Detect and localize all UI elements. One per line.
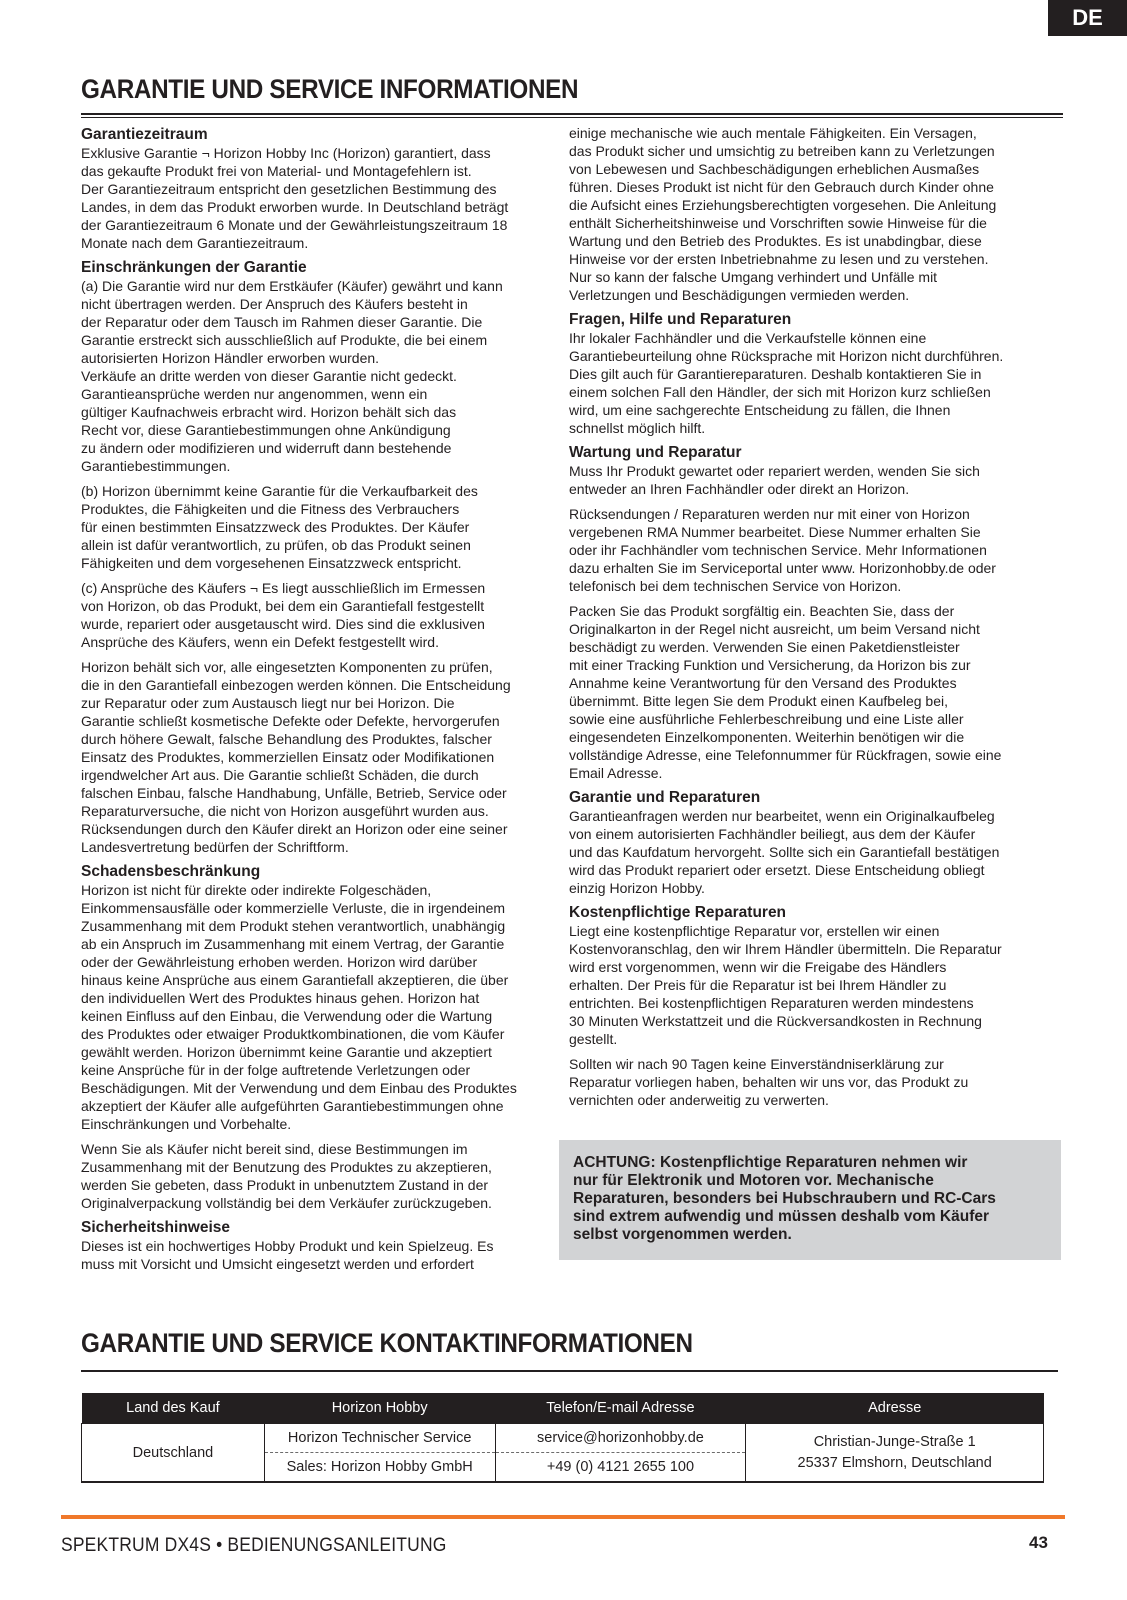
text-line: sowie eine ausführliche Fehlerbeschreibung und eine Liste aller bbox=[569, 711, 964, 727]
text-line: Reparaturversuche, die nicht von Horizon ausgeführt wurden aus. bbox=[81, 803, 489, 819]
text-line: Nur so kann der falsche Umgang verhindert und Unfälle mit bbox=[569, 269, 938, 285]
text-line: oder ihr Fachhändler vom technischen Service. Mehr Informationen bbox=[569, 542, 987, 558]
text-line: akzeptiert der Käufer alle aufgeführten Garantiebestimmungen ohne bbox=[81, 1098, 504, 1114]
text-line: wird das Produkt repariert oder ersetzt. Diese Entscheidung obliegt bbox=[569, 862, 985, 878]
table-row bbox=[82, 1424, 1044, 1453]
text-line: wurde, repariert oder ausgetauscht wird. Dies sind die exklusiven bbox=[81, 616, 485, 632]
cell-horizon-sales: Sales: Horizon Hobby GmbH bbox=[264, 1453, 495, 1483]
list-item-a bbox=[81, 277, 546, 475]
list-item-b bbox=[81, 482, 546, 572]
page-number: 43 bbox=[1029, 1533, 1048, 1552]
text-line: ab ein Anspruch im Zusammenhang mit einem Vertrag, der Garantie bbox=[81, 936, 505, 952]
text-line: übernimmt. Bitte legen Sie dem Produkt einen Kaufbeleg bei, bbox=[569, 693, 949, 709]
text-line: der Garantiezeitraum 6 Monate und der Gewährleistungszeitraum 18 bbox=[81, 217, 508, 233]
text-line: Landesvertretung bedürfen der Schriftform. bbox=[81, 839, 349, 855]
text-line: nicht übertragen werden. Der Anspruch des Käufers besteht in bbox=[81, 296, 468, 312]
heading-garantie-reparaturen: Garantie und Reparaturen bbox=[569, 789, 761, 806]
text-line: Verletzungen und Beschädigungen vermieden werden. bbox=[569, 287, 910, 303]
text-line: das gekaufte Produkt frei von Material- und Montagefehlern ist. bbox=[81, 163, 472, 179]
text-line: Ihr lokaler Fachhändler und die Verkaufstelle können eine bbox=[569, 330, 927, 346]
list-item-c bbox=[81, 579, 546, 651]
text-line: vollständige Adresse, eine Telefonnummer für Rückfragen, sowie eine bbox=[569, 747, 1002, 763]
text-line: einzig Horizon Hobby. bbox=[569, 880, 705, 896]
text-line: Einkommensausfälle oder kommerzielle Verluste, die in irgendeinem bbox=[81, 900, 506, 916]
text-line: Garantie erstreckt sich ausschließlich auf Produkte, die bei einem bbox=[81, 332, 488, 348]
text-line: vergebenen RMA Nummer bearbeitet. Diese Nummer erhalten Sie bbox=[569, 524, 981, 540]
contact-title-rule bbox=[81, 1370, 1058, 1372]
text-line: Produktes, die Fähigkeiten und die Fitness des Verbrauchers bbox=[81, 501, 460, 517]
text-line: Monate nach dem Garantiezeitraum. bbox=[81, 235, 309, 251]
cell-country: Deutschland bbox=[82, 1424, 265, 1483]
text-line: Verkäufe an dritte werden von dieser Garantie nicht gedeckt. bbox=[81, 368, 457, 384]
text-line: Garantie schließt kosmetische Defekte oder Defekte, hervorgerufen bbox=[81, 713, 500, 729]
text-line: mit einer Tracking Funktion und Versicherung, da Horizon bis zur bbox=[569, 657, 971, 673]
text-line: von Lebewesen und Sachbeschädigungen erheblichen Ausmaßes bbox=[569, 161, 980, 177]
para-sicherheit-cont bbox=[569, 124, 1063, 304]
text-line: allein ist dafür verantwortlich, zu prüfen, ob das Produkt seinen bbox=[81, 537, 471, 553]
heading-fragen: Fragen, Hilfe und Reparaturen bbox=[569, 311, 792, 328]
para-sicherheit bbox=[81, 1237, 546, 1273]
text-line: Dieses ist ein hochwertiges Hobby Produkt und kein Spielzeug. Es bbox=[81, 1238, 494, 1254]
text-line: 30 Minuten Werkstattzeit und die Rückversandkosten in Rechnung bbox=[569, 1013, 982, 1029]
text-line: Dies gilt auch für Garantiereparaturen. Deshalb kontaktieren Sie in bbox=[569, 366, 982, 382]
contact-table-header bbox=[82, 1393, 1044, 1424]
text-line: erhalten. Der Preis für die Reparatur ist bei Ihrem Händler zu bbox=[569, 977, 947, 993]
para-horizon-pruefung bbox=[81, 658, 546, 856]
text-line: das Produkt sicher und umsichtig zu betreiben kann zu Verletzungen bbox=[569, 143, 995, 159]
text-line: telefonisch bei dem technischen Service von Horizon. bbox=[569, 578, 902, 594]
text-line: nur für Elektronik und Motoren vor. Mechanische bbox=[573, 1172, 934, 1189]
text-line: Garantieanfragen werden nur bearbeitet, wenn ein Originalkaufbeleg bbox=[569, 808, 995, 824]
header-land: Land des Kauf bbox=[82, 1393, 265, 1424]
text-line: (c) Ansprüche des Käufers ¬ Es liegt ausschließlich im Ermessen bbox=[81, 580, 486, 596]
heading-wartung: Wartung und Reparatur bbox=[569, 444, 742, 461]
text-line: Annahme keine Verantwortung für den Versand des Produktes bbox=[569, 675, 957, 691]
text-line: vernichten oder anderweitig zu verwerten. bbox=[569, 1092, 829, 1108]
para-wartung-1 bbox=[569, 462, 1063, 498]
text-line: von einem autorisierten Fachhändler beiliegt, aus dem der Käufer bbox=[569, 826, 976, 842]
text-line: Zusammenhang mit dem Produkt stehen verantwortlich, unabhängig bbox=[81, 918, 506, 934]
text-line: gewählt werden. Horizon übernimmt keine Garantie und akzeptiert bbox=[81, 1044, 492, 1060]
contact-table bbox=[81, 1393, 1044, 1483]
text-line: Rücksendungen durch den Käufer direkt an Horizon oder eine seiner bbox=[81, 821, 508, 837]
text-line: Beschädigungen. Mit der Verwendung und dem Einbau des Produktes bbox=[81, 1080, 517, 1096]
text-line: Reparatur vorliegen haben, behalten wir uns vor, das Produkt zu bbox=[569, 1074, 969, 1090]
page-title: GARANTIE UND SERVICE INFORMATIONEN bbox=[81, 74, 579, 104]
text-line: Fähigkeiten und dem vorgesehenen Einsatzzweck entspricht. bbox=[81, 555, 462, 571]
text-line: führen. Dieses Produkt ist nicht für den Gebrauch durch Kinder ohne bbox=[569, 179, 994, 195]
footer-accent-bar bbox=[61, 1515, 1065, 1519]
text-line: Reparaturen, besonders bei Hubschraubern und RC-Cars bbox=[573, 1190, 996, 1207]
text-line: gültiger Kaufnachweis erbracht wird. Horizon behält sich das bbox=[81, 404, 457, 420]
address-line-2: 25337 Elmshorn, Deutschland bbox=[797, 1454, 992, 1471]
text-line: Originalverpackung vollständig bei dem Verkäufer zurückzugeben. bbox=[81, 1195, 492, 1211]
text-line: für einen bestimmten Einsatzzweck des Produktes. Der Käufer bbox=[81, 519, 470, 535]
text-line: Wenn Sie als Käufer nicht bereit sind, diese Bestimmungen im bbox=[81, 1141, 468, 1157]
heading-garantiezeitraum: Garantiezeitraum bbox=[81, 126, 208, 143]
header-telefon: Telefon/E-mail Adresse bbox=[495, 1393, 746, 1424]
text-line: selbst vorgenommen werden. bbox=[573, 1226, 792, 1243]
text-line: Garantiebestimmungen. bbox=[81, 458, 231, 474]
text-line: Packen Sie das Produkt sorgfältig ein. Beachten Sie, dass der bbox=[569, 603, 955, 619]
right-column bbox=[569, 124, 1063, 1116]
para-wartung-3 bbox=[569, 602, 1063, 782]
cell-email[interactable]: service@horizonhobby.de bbox=[495, 1424, 746, 1453]
para-garantiezeitraum bbox=[81, 144, 546, 252]
text-line: Kostenvoranschlag, den wir Ihrem Händler übermitteln. Die Reparatur bbox=[569, 941, 1002, 957]
text-line: werden Sie gebeten, dass Produkt in unbenutztem Zustand in der bbox=[81, 1177, 489, 1193]
text-line: oder der Gewährleistung erhoben werden. Horizon wird darüber bbox=[81, 954, 478, 970]
achtung-notice bbox=[559, 1140, 1061, 1260]
text-line: Email Adresse. bbox=[569, 765, 663, 781]
text-line: keinen Einfluss auf den Einbau, die Verwendung oder die Wartung bbox=[81, 1008, 493, 1024]
text-line: Originalkarton in der Regel nicht ausreicht, um beim Versand nicht bbox=[569, 621, 980, 637]
address-line-1: Christian-Junge-Straße 1 bbox=[813, 1433, 976, 1450]
text-line: Ansprüche des Käufers, wenn ein Defekt festgestellt wird. bbox=[81, 634, 439, 650]
text-line: zu ändern oder modifizieren und widerruft dann bestehende bbox=[81, 440, 452, 456]
footer-manual-title: SPEKTRUM DX4S • BEDIENUNGSANLEITUNG bbox=[61, 1535, 447, 1556]
text-line: gestellt. bbox=[569, 1031, 618, 1047]
text-line: wird erst vorgenommen, wenn wir die Freigabe des Händlers bbox=[569, 959, 947, 975]
text-line: Einsatz des Produktes, kommerziellen Einsatz oder Modifikationen bbox=[81, 749, 495, 765]
text-line: ACHTUNG: Kostenpflichtige Reparaturen nehmen wir bbox=[573, 1154, 968, 1171]
heading-sicherheitshinweise: Sicherheitshinweise bbox=[81, 1219, 231, 1236]
para-schaden-2 bbox=[81, 1140, 546, 1212]
heading-einschraenkungen: Einschränkungen der Garantie bbox=[81, 259, 307, 276]
title-rule bbox=[81, 113, 1063, 115]
cell-horizon-service: Horizon Technischer Service bbox=[264, 1424, 495, 1453]
text-line: autorisierten Horizon Händler erworben wurden. bbox=[81, 350, 380, 366]
text-line: muss mit Vorsicht und Umsicht eingesetzt werden und erfordert bbox=[81, 1256, 474, 1272]
text-line: Zusammenhang mit der Benutzung des Produktes zu akzeptieren, bbox=[81, 1159, 492, 1175]
text-line: Horizon ist nicht für direkte oder indirekte Folgeschäden, bbox=[81, 882, 432, 898]
heading-kostenpflichtig: Kostenpflichtige Reparaturen bbox=[569, 904, 787, 921]
text-line: Muss Ihr Produkt gewartet oder repariert werden, wenden Sie sich bbox=[569, 463, 980, 479]
text-line: entrichten. Bei kostenpflichtigen Reparaturen werden mindestens bbox=[569, 995, 974, 1011]
para-garantie-reparaturen bbox=[569, 807, 1063, 897]
para-kosten-2 bbox=[569, 1055, 1063, 1109]
text-line: einem solchen Fall den Händler, der sich mit Horizon kurz schließen bbox=[569, 384, 991, 400]
left-column bbox=[81, 124, 546, 1280]
text-line: von Horizon, ob das Produkt, bei dem ein Garantiefall festgestellt bbox=[81, 598, 485, 614]
text-line: schnellst möglich hilft. bbox=[569, 420, 706, 436]
header-horizon: Horizon Hobby bbox=[264, 1393, 495, 1424]
text-line: Sollten wir nach 90 Tagen keine Einverständniserklärung zur bbox=[569, 1056, 944, 1072]
text-line: der Reparatur oder dem Tausch im Rahmen dieser Garantie. Die bbox=[81, 314, 483, 330]
text-line: Garantieansprüche werden nur angenommen, wenn ein bbox=[81, 386, 428, 402]
cell-phone[interactable]: +49 (0) 4121 2655 100 bbox=[495, 1453, 746, 1483]
text-line: Recht vor, diese Garantiebestimmungen ohne Ankündigung bbox=[81, 422, 451, 438]
text-line: Exklusive Garantie ¬ Horizon Hobby Inc (Horizon) garantiert, dass bbox=[81, 145, 491, 161]
text-line: durch höhere Gewalt, falsche Behandlung des Produktes, falscher bbox=[81, 731, 492, 747]
text-line: hinaus keine Ansprüche aus einem Garantiefall akzeptieren, die über bbox=[81, 972, 509, 988]
header-adresse: Adresse bbox=[746, 1393, 1044, 1424]
para-kosten-1 bbox=[569, 922, 1063, 1048]
text-line: die Aufsicht eines Erziehungsberechtigten vorgesehen. Die Anleitung bbox=[569, 197, 997, 213]
text-line: Einschränkungen und Vorbehalte. bbox=[81, 1116, 292, 1132]
text-line: Garantiebeurteilung ohne Rücksprache mit Horizon nicht durchführen. bbox=[569, 348, 1004, 364]
para-wartung-2 bbox=[569, 505, 1063, 595]
text-line: dazu erhalten Sie im Serviceportal unter www. Horizonhobby.de oder bbox=[569, 560, 996, 576]
text-line: Landes, in dem das Produkt erworben wurde. In Deutschland beträgt bbox=[81, 199, 509, 215]
text-line: den individuellen Wert des Produktes hinaus gehen. Horizon hat bbox=[81, 990, 480, 1006]
text-line: Hinweise vor der ersten Inbetriebnahme zu lesen und zu verstehen. bbox=[569, 251, 989, 267]
para-fragen bbox=[569, 329, 1063, 437]
text-line: enthält Sicherheitshinweise und Vorschriften sowie Hinweise für die bbox=[569, 215, 987, 231]
text-line: und das Kaufdatum hervorgeht. Sollte sich ein Garantiefall bestätigen bbox=[569, 844, 1000, 860]
text-line: sind extrem aufwendig und müssen deshalb vom Käufer bbox=[573, 1208, 990, 1225]
text-line: Rücksendungen / Reparaturen werden nur mit einer von Horizon bbox=[569, 506, 970, 522]
text-line: Wartung und den Betrieb des Produktes. Es ist unabdingbar, diese bbox=[569, 233, 982, 249]
heading-schadensbeschraenkung: Schadensbeschränkung bbox=[81, 863, 261, 880]
text-line: keine Ansprüche für in der folge auftretende Verletzungen oder bbox=[81, 1062, 471, 1078]
text-line: falschen Einbau, falsche Handhabung, Unfälle, Betrieb, Service oder bbox=[81, 785, 507, 801]
text-line: Der Garantiezeitraum entspricht den gesetzlichen Bestimmung des bbox=[81, 181, 497, 197]
text-line: zur Reparatur oder zum Austausch liegt nur bei Horizon. Die bbox=[81, 695, 455, 711]
text-line: beschädigt zu werden. Verwenden Sie einen Paketdienstleister bbox=[569, 639, 960, 655]
language-tab: DE bbox=[1048, 0, 1127, 36]
text-line: wird, um eine sachgerechte Entscheidung zu fällen, die Ihnen bbox=[569, 402, 951, 418]
para-schaden-1 bbox=[81, 881, 546, 1133]
text-line: einige mechanische wie auch mentale Fähigkeiten. Ein Versagen, bbox=[569, 125, 977, 141]
text-line: Liegt eine kostenpflichtige Reparatur vor, erstellen wir einen bbox=[569, 923, 940, 939]
contact-title: GARANTIE UND SERVICE KONTAKTINFORMATIONEN bbox=[81, 1328, 693, 1358]
text-line: (b) Horizon übernimmt keine Garantie für die Verkaufbarkeit des bbox=[81, 483, 478, 499]
text-line: die in den Garantiefall einbezogen werden können. Die Entscheidung bbox=[81, 677, 511, 693]
text-line: Horizon behält sich vor, alle eingesetzten Komponenten zu prüfen, bbox=[81, 659, 493, 675]
text-line: des Produktes oder etwaiger Produktkombinationen, die vom Käufer bbox=[81, 1026, 505, 1042]
text-line: entweder an Ihren Fachhändler oder direkt an Horizon. bbox=[569, 481, 910, 497]
text-line: irgendwelcher Art aus. Die Garantie schließt Schäden, die durch bbox=[81, 767, 479, 783]
text-line: (a) Die Garantie wird nur dem Erstkäufer (Käufer) gewährt und kann bbox=[81, 278, 503, 294]
text-line: eingesendeten Einzelkomponenten. Weiterhin benötigen wir die bbox=[569, 729, 965, 745]
cell-address bbox=[746, 1424, 1044, 1483]
